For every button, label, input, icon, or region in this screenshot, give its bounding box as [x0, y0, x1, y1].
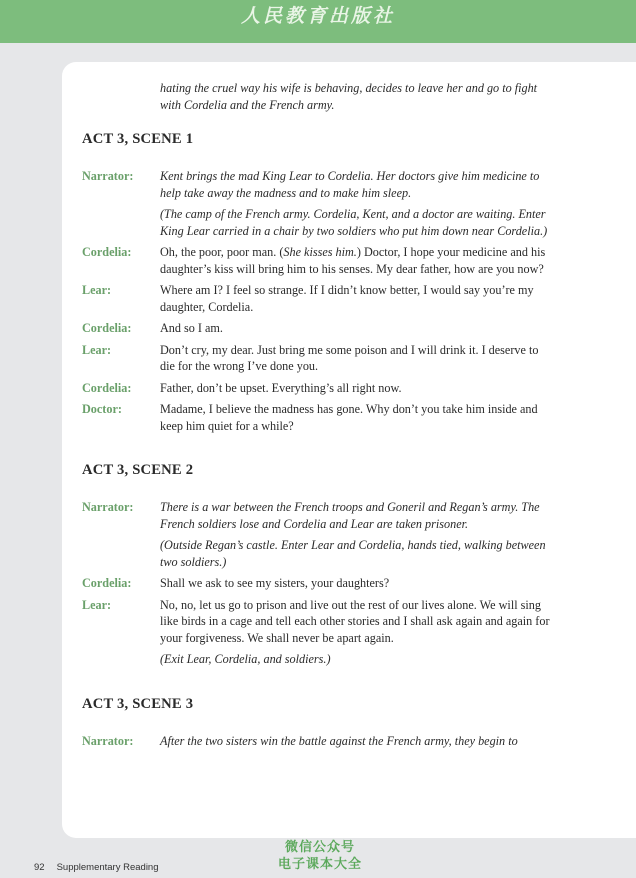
page-content — [82, 80, 554, 749]
page-number: 92 — [34, 862, 45, 873]
stage-direction: (Exit Lear, Cordelia, and soldiers.) — [160, 652, 331, 666]
speaker-label: Cordelia: — [82, 576, 132, 590]
dialogue-text: Shall we ask to see my sisters, your daughters? — [160, 576, 390, 590]
speaker-label: Narrator: — [82, 733, 134, 748]
dialogue-text — [160, 244, 554, 277]
page-footer — [34, 862, 159, 873]
page-panel — [62, 62, 636, 838]
dialogue-row — [82, 380, 554, 397]
header-band — [0, 0, 636, 43]
dialogue-text: No, no, let us go to prison and live out the rest of our lives alone. We will sing like birds in a cage and tell each other stories and I shall ask again and again for your forgiveness. We shall never be apart again. — [160, 597, 550, 645]
section-title: Supplementary Reading — [56, 862, 159, 873]
dialogue-text: Father, don’t be upset. Everything’s all right now. — [160, 380, 402, 395]
scene-heading-1: ACT 3, SCENE 1 — [82, 131, 194, 147]
dialogue-row — [82, 597, 554, 647]
dialogue-text: Don’t cry, my dear. Just bring me some poison and I will drink it. I deserve to die for the wrong I’ve done you. — [160, 342, 539, 373]
dialogue-text: Madame, I believe the madness has gone. Why don’t you take him inside and keep him quiet for a while? — [160, 402, 538, 433]
speaker-label: Cordelia: — [82, 321, 132, 335]
speaker-label: Lear: — [82, 342, 112, 357]
speaker-label: Cordelia: — [82, 380, 132, 395]
speaker-label: Narrator: — [82, 169, 134, 183]
narrator-text: Kent brings the mad King Lear to Cordelia. Her doctors give him medicine to help take away the madness and to make him sleep. — [160, 169, 540, 200]
narrator-text: After the two sisters win the battle against the French army, they begin to — [160, 733, 518, 748]
speaker-label: Lear: — [82, 597, 112, 612]
dialogue-row — [82, 244, 554, 277]
dialogue-row — [82, 575, 554, 592]
dialogue-text: And so I am. — [160, 321, 223, 335]
intro-text: hating the cruel way his wife is behaving, decides to leave her and go to fight with Cordelia and the French army. — [160, 81, 538, 112]
publisher-logo: 人民教育出版社 — [240, 5, 395, 27]
scene-heading-3: ACT 3, SCENE 3 — [82, 695, 194, 712]
dialogue-text: Where am I? I feel so strange. If I didn’t know better, I would say you’re my daughter, Cordelia. — [160, 283, 534, 314]
scene-heading-2: ACT 3, SCENE 2 — [82, 462, 194, 478]
dialogue-row — [82, 320, 554, 337]
inline-stage-direction: She kisses him. — [283, 245, 357, 259]
narrator-text: There is a war between the French troops and Goneril and Regan’s army. The French soldiers lose and Cordelia and Lear are taken prisoner. — [160, 500, 540, 531]
dialogue-row — [82, 282, 554, 315]
stage-direction: (The camp of the French army. Cordelia, Kent, and a doctor are waiting. Enter King Lear carried in a chair by two soldiers who put him down near Cordelia.) — [160, 207, 548, 238]
speaker-label: Cordelia: — [82, 245, 132, 259]
narrator-row — [82, 168, 554, 201]
speaker-label: Narrator: — [82, 500, 134, 514]
stage-direction: (Outside Regan’s castle. Enter Lear and Cordelia, hands tied, walking between two soldiers.) — [160, 538, 546, 569]
speaker-label: Doctor: — [82, 402, 122, 416]
watermark-line: 微信公众号 — [284, 840, 355, 855]
dialogue-part: ) Doctor, I hope your medicine and his daughter’s kiss will bring him to his senses. My dear father, how are you now? — [160, 245, 546, 276]
watermark — [250, 839, 390, 873]
watermark-line: 电子课本大全 — [277, 857, 362, 872]
speaker-label: Lear: — [82, 283, 112, 297]
dialogue-row — [82, 342, 554, 375]
narrator-row — [82, 733, 554, 750]
dialogue-part: Oh, the poor, poor man. ( — [160, 245, 284, 259]
narrator-row — [82, 499, 554, 532]
dialogue-row — [82, 401, 554, 434]
